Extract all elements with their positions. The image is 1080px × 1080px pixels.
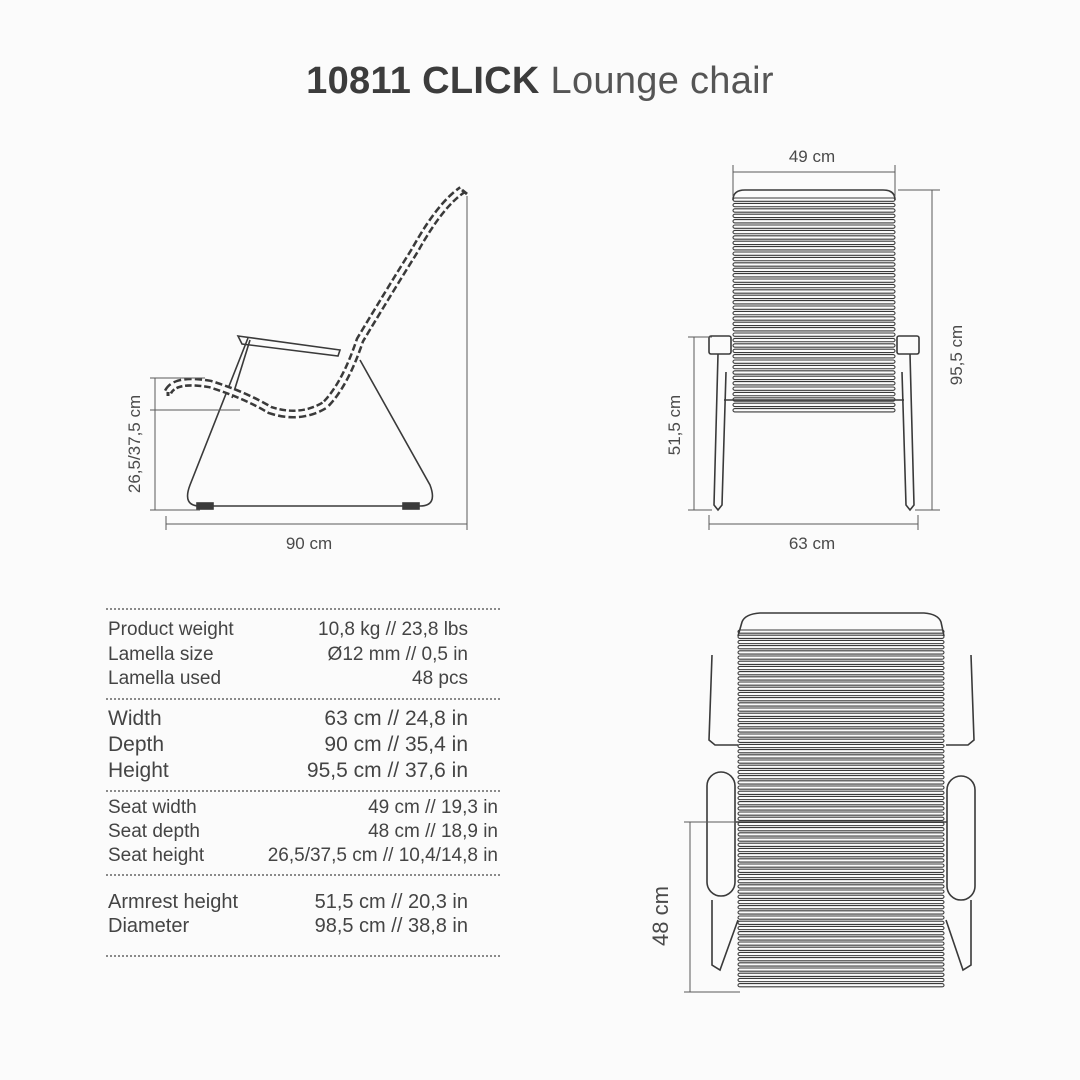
lamella [738, 848, 944, 851]
lamella [738, 640, 944, 643]
lamella [738, 765, 944, 768]
lamella [738, 973, 944, 976]
lamella [738, 926, 944, 929]
lamella [738, 802, 944, 805]
lamella [738, 859, 944, 862]
lamella [738, 630, 944, 633]
lamella [733, 284, 895, 287]
lamella [738, 947, 944, 950]
lamella [738, 750, 944, 753]
spec-row: Lamella used 48 pcs [108, 668, 468, 689]
title-name: Lounge chair [550, 60, 774, 102]
lamella [733, 387, 895, 390]
lamella [738, 744, 944, 747]
lamella [733, 333, 895, 336]
lamella [738, 900, 944, 903]
lamella [738, 895, 944, 898]
lamella [738, 932, 944, 935]
lamella [738, 682, 944, 685]
lamella [733, 290, 895, 293]
lamella [733, 344, 895, 347]
lamella [738, 952, 944, 955]
lamella [738, 703, 944, 706]
spec-row: Seat height 26,5/37,5 cm // 10,4/14,8 in [108, 844, 498, 866]
spec-row: Width 63 cm // 24,8 in [108, 706, 468, 730]
lamella [733, 392, 895, 395]
lamella [738, 718, 944, 721]
lamella [738, 692, 944, 695]
lamella [733, 403, 895, 406]
lamella [738, 656, 944, 659]
lamella [738, 729, 944, 732]
lamella [738, 713, 944, 716]
side-depth-label: 90 cm [285, 534, 333, 553]
lamella [738, 880, 944, 883]
lamella [738, 661, 944, 664]
lamella-chain [168, 190, 462, 414]
lamella [738, 828, 944, 831]
lamella [738, 791, 944, 794]
lamella [738, 781, 944, 784]
lamella [738, 724, 944, 727]
lamella [738, 978, 944, 981]
lamella [733, 409, 895, 412]
lamella [733, 209, 895, 212]
lamella [733, 230, 895, 233]
lamella [738, 786, 944, 789]
lamella [733, 306, 895, 309]
lamella [738, 885, 944, 888]
lamella [733, 322, 895, 325]
lamella [733, 365, 895, 368]
spec-group [106, 874, 500, 957]
spec-row: Product weight 10,8 kg // 23,8 lbs [108, 619, 468, 640]
lamella [738, 677, 944, 680]
lamella [733, 247, 895, 250]
lamella [733, 311, 895, 314]
lamella [733, 338, 895, 341]
lamella [733, 257, 895, 260]
spec-row: Depth 90 cm // 35,4 in [108, 732, 468, 756]
spec-row: Seat width 49 cm // 19,3 in [108, 796, 498, 818]
lamella [733, 263, 895, 266]
lamella [738, 734, 944, 737]
front-armrest-height-label: 51,5 cm [665, 394, 684, 456]
top-seat-depth-label: 48 cm [648, 886, 673, 946]
lamella [738, 817, 944, 820]
spec-row: Lamella size Ø12 mm // 0,5 in [108, 643, 468, 665]
lamella [738, 942, 944, 945]
lamella [733, 317, 895, 320]
spec-group [106, 608, 500, 698]
front-width-label: 63 cm [788, 534, 836, 553]
lamella [738, 958, 944, 961]
lamella [738, 739, 944, 742]
spec-group [106, 698, 500, 790]
lamella [733, 203, 895, 206]
lamella [738, 890, 944, 893]
lamella [733, 349, 895, 352]
lamella [738, 911, 944, 914]
front-seat-width-label: 49 cm [788, 147, 836, 166]
lamella [738, 984, 944, 987]
lamella [738, 807, 944, 810]
lamella [738, 968, 944, 971]
lamella [738, 937, 944, 940]
spec-row: Diameter 98,5 cm // 38,8 in [108, 915, 468, 937]
spec-row: Seat depth 48 cm // 18,9 in [108, 820, 498, 842]
lamella [733, 225, 895, 228]
lamella [738, 812, 944, 815]
front-view [709, 190, 919, 510]
lamella [738, 672, 944, 675]
front-height-label: 95,5 cm [947, 324, 966, 386]
lamella [738, 854, 944, 857]
lamella [738, 833, 944, 836]
lamella [733, 376, 895, 379]
lamella [733, 355, 895, 358]
lamella [733, 295, 895, 298]
lamella [738, 963, 944, 966]
lamella [733, 382, 895, 385]
lamella [733, 220, 895, 223]
side-view [168, 190, 467, 509]
lamella [738, 698, 944, 701]
lamella [733, 301, 895, 304]
top-view [707, 613, 975, 987]
lamella [738, 687, 944, 690]
lamella [738, 838, 944, 841]
lamella [733, 252, 895, 255]
lamella [738, 666, 944, 669]
lamella [738, 822, 944, 825]
lamella [738, 864, 944, 867]
spec-row: Armrest height 51,5 cm // 20,3 in [108, 890, 468, 913]
lamella [733, 360, 895, 363]
lamella [733, 198, 895, 201]
lamella [738, 776, 944, 779]
lamella [733, 371, 895, 374]
title-model: 10811 CLICK [306, 60, 540, 102]
lamella [738, 708, 944, 711]
lamella [733, 236, 895, 239]
lamella [738, 869, 944, 872]
lamella [738, 651, 944, 654]
spec-group [106, 790, 500, 874]
side-seat-height-label: 26,5/37,5 cm [125, 394, 144, 494]
lamella [733, 279, 895, 282]
lamella [738, 635, 944, 638]
lamella [738, 906, 944, 909]
spec-row: Height 95,5 cm // 37,6 in [108, 758, 468, 782]
lamella [738, 874, 944, 877]
specs-table [106, 608, 500, 957]
lamella [733, 328, 895, 331]
lamella [738, 646, 944, 649]
lamella [733, 241, 895, 244]
lamella [733, 214, 895, 217]
lamella [738, 770, 944, 773]
lamella [738, 760, 944, 763]
lamella [738, 916, 944, 919]
lamella [738, 755, 944, 758]
lamella [738, 843, 944, 846]
lamella [738, 921, 944, 924]
top-lamellas [738, 630, 944, 987]
front-lamellas [733, 198, 895, 412]
lamella [733, 274, 895, 277]
lamella [738, 796, 944, 799]
lamella [733, 268, 895, 271]
